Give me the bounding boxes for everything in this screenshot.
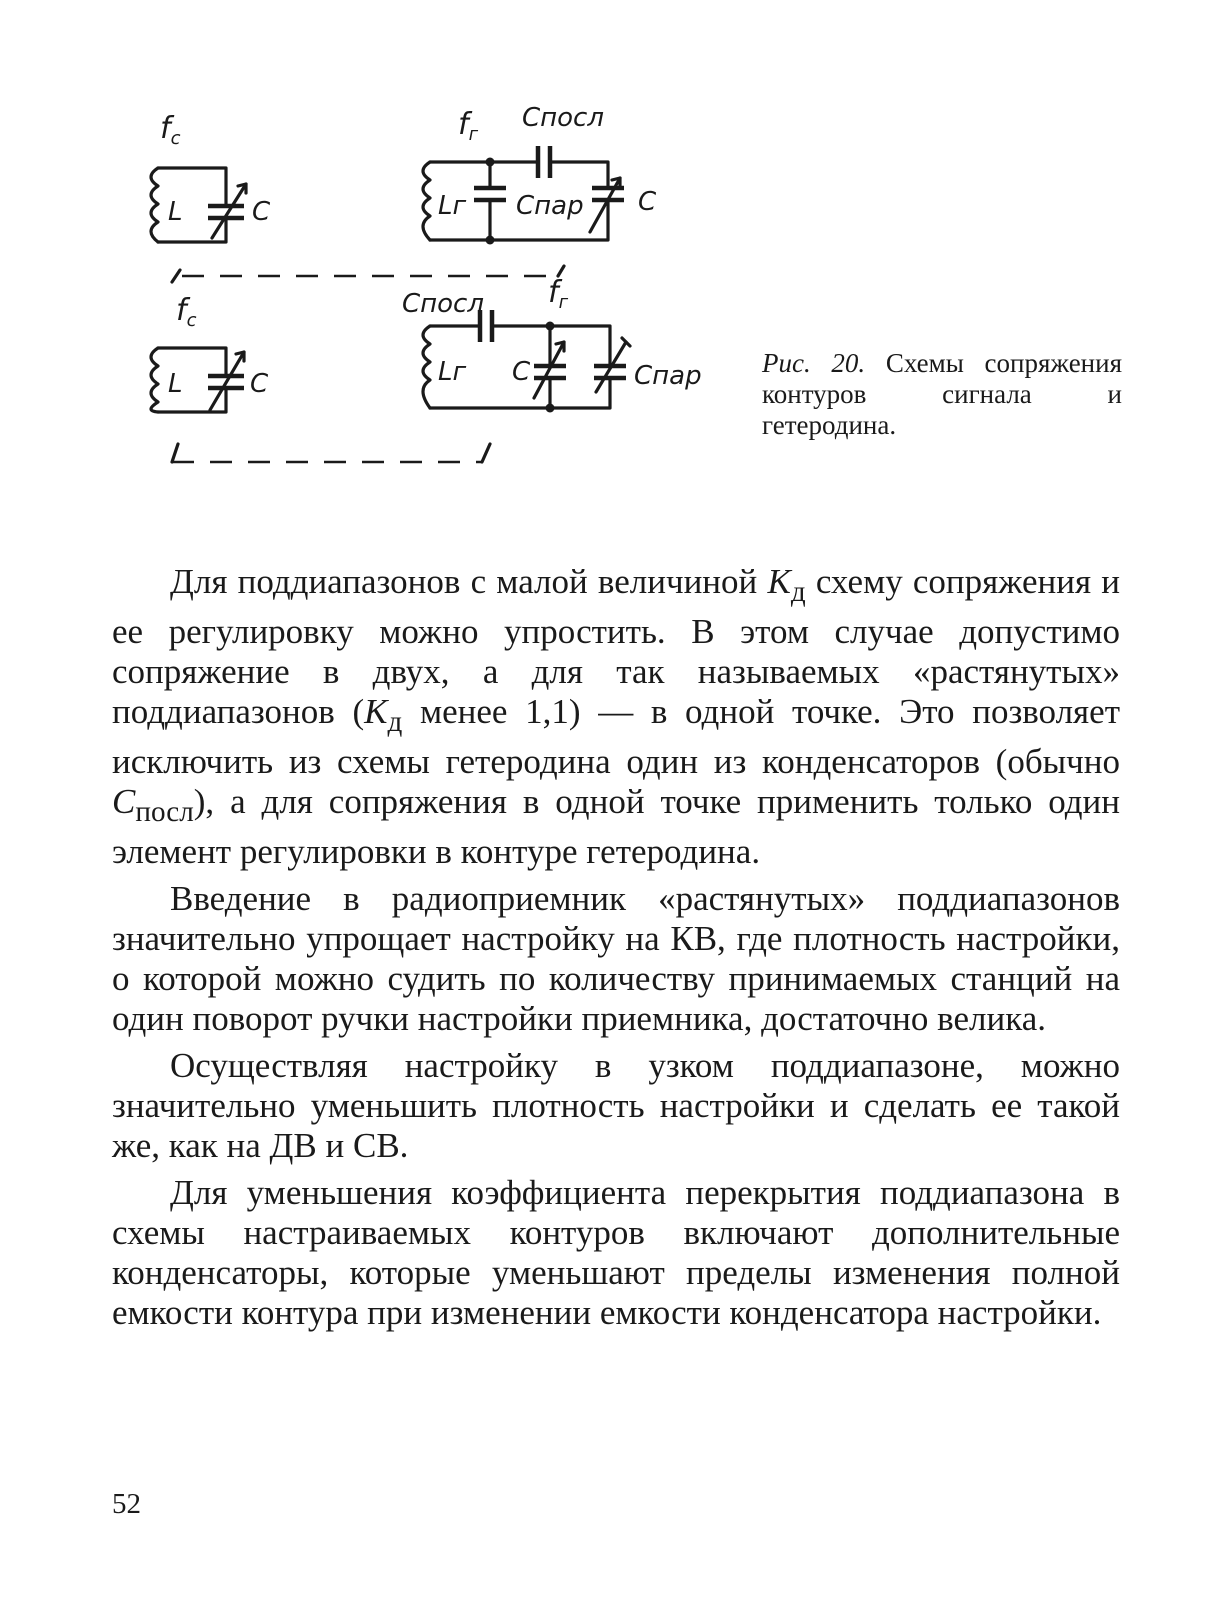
label-cpar-bottom: Cпар — [634, 361, 702, 391]
label-Lg-bottom: Lг — [438, 357, 467, 387]
label-fc-bottom: $f_c$ — [176, 293, 197, 331]
label-Lg-top: Lг — [438, 191, 467, 221]
heterodyne-circuit-bottom — [402, 275, 702, 413]
label-C-top-right: C — [638, 187, 657, 217]
inductor-Lg-bottom — [423, 326, 430, 408]
circuit-diagram — [130, 80, 730, 500]
signal-circuit-top — [151, 111, 271, 242]
inductor-L-top — [151, 168, 158, 242]
label-C-bottom: C — [250, 369, 269, 399]
label-L-bottom: L — [168, 369, 183, 399]
label-cposl-top: Cпосл — [522, 103, 604, 133]
figure-caption — [762, 348, 1122, 441]
label-L-top: L — [168, 197, 183, 227]
label-fg-top: $f_г$ — [458, 107, 479, 145]
label-C-bottom-mid: C — [512, 357, 531, 387]
body-text — [112, 562, 1120, 1333]
inductor-L-bottom — [151, 348, 158, 412]
paragraph-2: Введение в радиоприемник «растянутых» поддиапазонов значительно упрощает настройку на КВ, где плотность настройки, о которой можно судить по количеству принимаемых станций на один поворот ручки настройки приемника, достаточно велика. — [112, 879, 1120, 1038]
paragraph-4: Для уменьшения коэффициента перекрытия поддиапазона в схемы настраиваемых контуров включают дополнительные конденсаторы, которые уменьшают пределы изменения полной емкости контура при изменении емкости конденсатора настройки. — [112, 1173, 1120, 1332]
label-fc-top: $f_c$ — [160, 111, 181, 149]
signal-circuit-bottom — [151, 293, 269, 412]
page-number: 52 — [112, 1488, 141, 1520]
label-cposl-bottom: Cпосл — [402, 289, 484, 319]
label-cpar-top: Cпар — [516, 191, 584, 221]
label-C-top: C — [252, 197, 271, 227]
inductor-Lg-top — [423, 162, 430, 240]
heterodyne-circuit-top — [423, 103, 657, 245]
paragraph-3: Осуществляя настройку в узком поддиапазоне, можно значительно уменьшить плотность настройки и сделать ее такой же, как на ДВ и СВ. — [112, 1046, 1120, 1165]
label-fg-bottom: $f_г$ — [548, 275, 569, 313]
caption-text: Схемы сопряжения контуров сигнала и гетеродина. — [762, 348, 1122, 440]
figure-20 — [130, 80, 730, 500]
caption-number: Рис. 20. — [762, 348, 866, 378]
paragraph-1: Для поддиапазонов с малой величиной $K_д$ схему сопряжения и ее регулировку можно упростить. В этом случае допустимо сопряжение в двух, а для так называемых «растянутых» поддиапазонов ($K_д$ менее 1,1) — в одной точке. Это позволяет исключить из схемы гетеродина один из конденсаторов (обычно $C_{посл}$), а для сопряжения в одной точке применить только один элемент регулировки в контуре гетеродина. — [112, 562, 1120, 871]
